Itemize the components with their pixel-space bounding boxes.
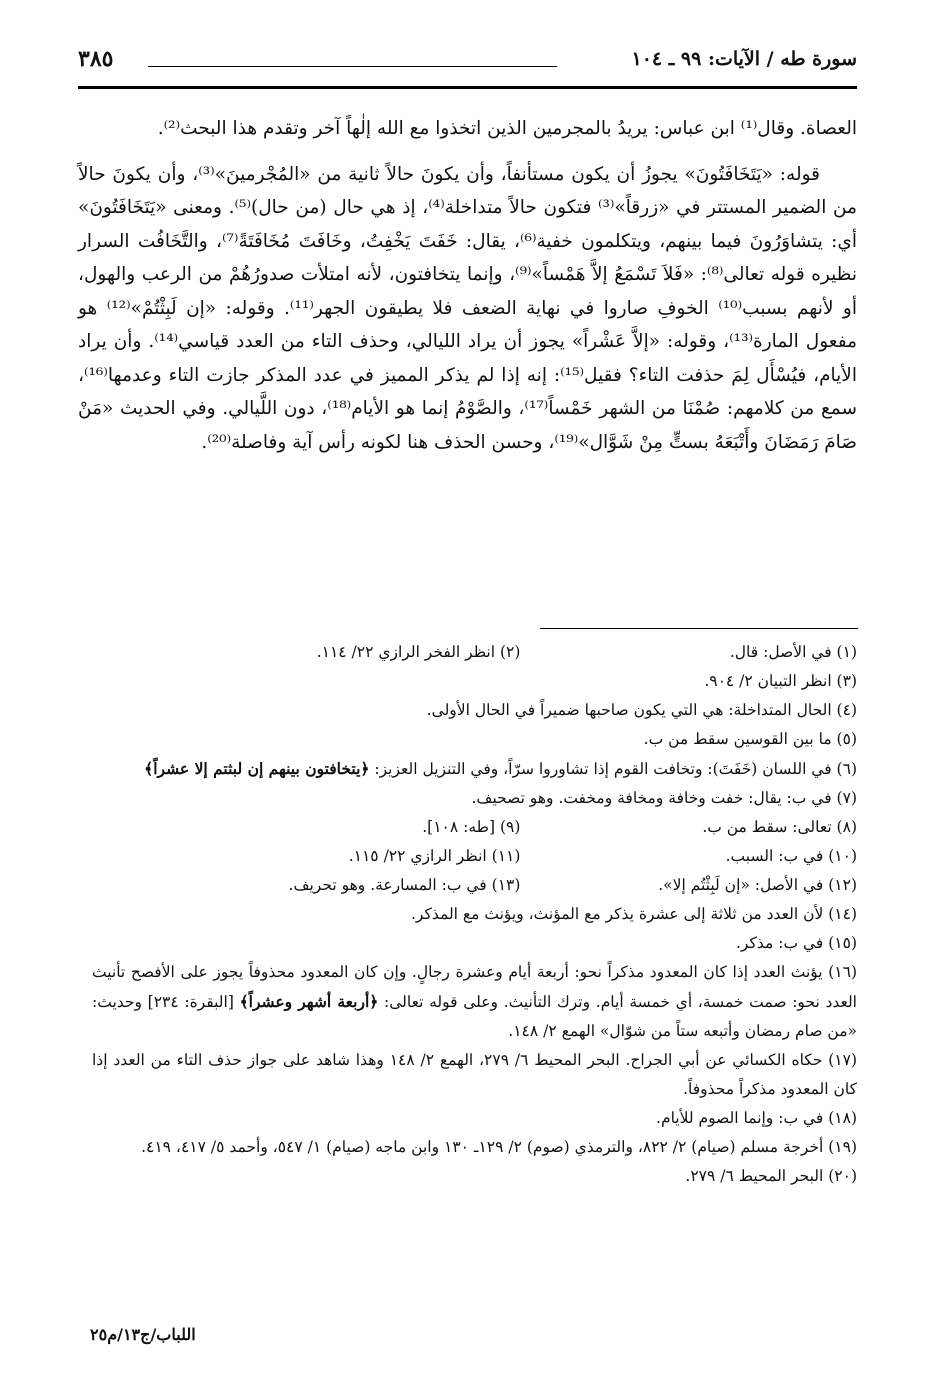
footnote-row [92, 842, 857, 871]
footnote-row [92, 871, 857, 900]
paragraph-2: قوله: «يَتَخَافَتُونَ» يجوزُ أن يكون مستأنفاً، وأن يكونَ حالاً ثانية من «المُجْرمينَ»⁽³⁾، وأن يكونَ حالاً من الضمير المستتر في «زرقاً»⁽³⁾ فتكون حالاً متداخلة⁽⁴⁾، إذ هي حال (من حال)⁽⁵⁾. ومعنى «يَتَخَافَتُونَ» أي: يتشاوَرُونَ فيما بينهم، ويتكلمون خفية⁽⁶⁾، يقال: خَفَتَ يَخْفِتُ، وخَافَتَ مُخَافَتَةً⁽⁷⁾، والتَّخَافُت السرار نظيره قوله تعالى⁽⁸⁾: «فَلاَ تَسْمَعُ إلاَّ هَمْساً»⁽⁹⁾، وإنما يتخافتون، لأنه امتلأت صدورُهُمْ من الرعب والهول، أو لأنهم بسبب⁽¹⁰⁾ الخوفِ صاروا في نهاية الضعف فلا يطيقون الجهر⁽¹¹⁾. وقوله: «إن لَبِثْتُمْ»⁽¹²⁾ هو مفعول المارة⁽¹³⁾، وقوله: «إلاَّ عَشْراً» يجوز أن يراد الليالي، وحذف التاء من العدد قياسي⁽¹⁴⁾. وأن يراد الأيام، فيُسْأَل لِمَ حذفت التاء؟ فقيل⁽¹⁵⁾: إنه إذا لم يذكر المميز في عدد المذكر جازت التاء وعدمها⁽¹⁶⁾، سمع من كلامهم: صُمْنَا من الشهر خَمْساً⁽¹⁷⁾، والصَّوْمُ إنما هو الأيام⁽¹⁸⁾، دون اللَّيالي. وفي الحديث «مَنْ صَامَ رَمَضَانَ وأَتْبَعَهُ بستٍّ مِنْ شَوَّال»⁽¹⁹⁾، وحسن الحذف هنا لكونه رأس آية وفاصلة⁽²⁰⁾. [78, 163, 858, 453]
footnote-19: (١٩) أخرجة مسلم (صيام) ٢/ ٨٢٢، والترمذي (صوم) ٢/ ١٢٩ـ ١٣٠ وابن ماجه (صيام) ١/ ٥٤٧، وأحمد ٥/ ٤١٧، ٤١٩. [141, 1138, 857, 1156]
footnote-row [92, 813, 857, 842]
footnote-2: (٢) انظر الفخر الرازي ٢٢/ ١١٤. [316, 643, 521, 661]
footnote-11: (١١) انظر الرازي ٢٢/ ١١٥. [348, 847, 521, 865]
footnote-13: (١٣) في ب: المسارعة. وهو تحريف. [288, 876, 521, 894]
main-text [78, 112, 857, 459]
footnote-18: (١٨) في ب: وإنما الصوم للأيام. [656, 1109, 857, 1127]
paragraph-1: العصاة. وقال⁽¹⁾ ابن عباس: يريدُ بالمجرمين الذين اتخذوا مع الله إلٰهاً آخر وتقدم هذا البحث⁽²⁾. [157, 118, 857, 139]
footnote-16 [92, 958, 857, 1046]
footnote-1: (١) في الأصل: قال. [729, 643, 857, 661]
page-header [78, 42, 857, 82]
footnote-9: (٩) [طه: ١٠٨]. [422, 818, 521, 836]
footnote-15: (١٥) في ب: مذكر. [736, 934, 857, 952]
footnote-14: (١٤) لأن العدد من ثلاثة إلى عشرة يذكر مع المؤنث، ويؤنث مع المذكر. [411, 905, 857, 923]
footnote-separator [540, 628, 858, 629]
footnote-3: (٣) انظر التبيان ٢/ ٩٠٤. [704, 672, 857, 690]
footnote-6-text: (٦) في اللسان (خَفَتَ): وتخافت القوم إذا تشاوروا سرّاً، وفي التنزيل العزيز: [374, 760, 857, 778]
header-rule [78, 86, 857, 89]
footnote-10: (١٠) في ب: السبب. [725, 847, 857, 865]
footnote-6-verse: ﴿يتخافتون بينهم إن لبثتم إلا عشراً﴾ [144, 759, 370, 778]
footnote-4: (٤) الحال المتداخلة: هي التي يكون صاحبها ضميراً في الحال الأولى. [426, 701, 857, 719]
page-number: ٣٨٥ [78, 46, 114, 72]
footnote-5: (٥) ما بين القوسين سقط من ب. [643, 730, 857, 748]
footnote-16-text: (١٦) يؤنث العدد إذا كان المعدود مذكراً نحو: أربعة أيام وعشرة رجالٍ. وإن كان المعدود محذوفاً يجوز على الأفصح تأنيث العدد نحو: صمت خمسة، أي خمسة أيام. وترك التأنيث. وعلى قوله تعالى: [92, 963, 857, 1011]
footnote-17: (١٧) حكاه الكسائي عن أبي الجراح. البحر المحيط ٦/ ٢٧٩، الهمع ٢/ ١٤٨ وهذا شاهد على جواز حذف التاء من العدد إذا كان المعدود مذكراً محذوفاً. [92, 1051, 857, 1098]
footnote-12: (١٢) في الأصل: «إن لَبِثْتُم إلا». [658, 876, 857, 894]
footnote-8: (٨) تعالى: سقط من ب. [702, 818, 857, 836]
header-dash-line [148, 66, 557, 67]
page-signature: اللباب/ج١٣/م٢٥ [90, 1325, 196, 1344]
footnote-6 [92, 754, 857, 784]
footnote-16-text-end: [البقرة: ٢٣٤] وحديث: «من صام رمضان وأتبعه ستاً من شوّال» الهمع ٢/ ١٤٨. [92, 993, 857, 1040]
footnotes [92, 638, 857, 1191]
surah-title: سورة طه / الآيات: ٩٩ ـ ١٠٤ [631, 48, 857, 70]
footnote-16-verse: ﴿أربعة أشهر وعشراً﴾ [239, 992, 379, 1011]
footnote-row [92, 638, 857, 667]
footnote-7: (٧) في ب: يقال: خفت وخافة ومخافة ومخفت. وهو تصحيف. [471, 789, 857, 807]
footnote-20: (٢٠) البحر المحيط ٦/ ٢٧٩. [685, 1167, 857, 1185]
